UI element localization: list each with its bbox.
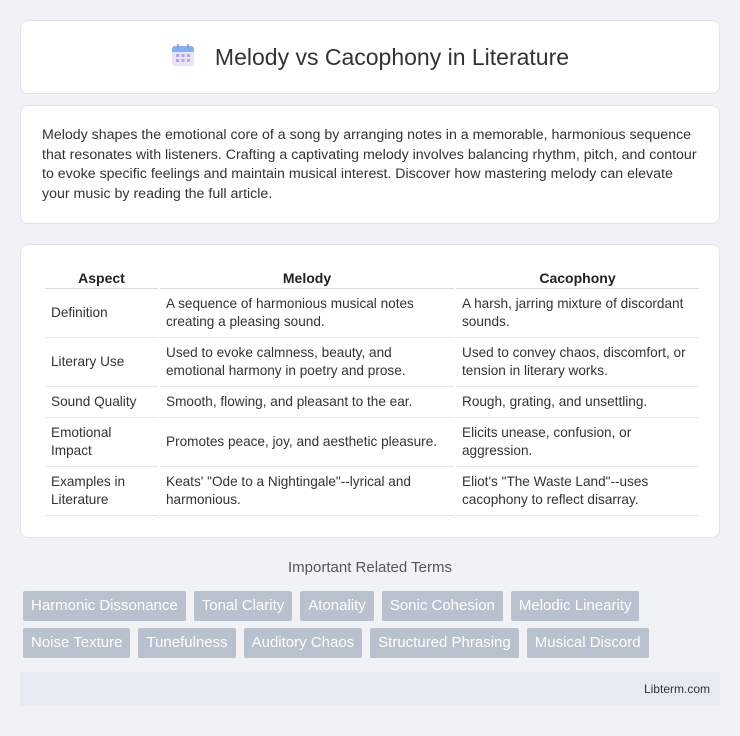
title-wrap xyxy=(171,43,569,72)
header-card xyxy=(20,20,720,94)
comparison-table xyxy=(43,267,701,516)
table-cell-melody: Keats' "Ode to a Nightingale"--lyrical and harmonious. xyxy=(160,467,454,516)
table-cell-melody: Smooth, flowing, and pleasant to the ear. xyxy=(160,387,454,418)
related-term-tag[interactable]: Sonic Cohesion xyxy=(382,591,503,621)
table-row xyxy=(45,467,699,516)
table-cell-cacophony: Eliot's "The Waste Land"--uses cacophony to reflect disarray. xyxy=(456,467,699,516)
intro-text: Melody shapes the emotional core of a song by arranging notes in a memorable, harmonious sequence that resonates with listeners. Crafting a captivating melody involves balancing rhythm, pitch, and contour to evoke specific feelings and maintain musical interest. Discover how mastering melody can elevate your music by reading the full article. xyxy=(42,127,697,202)
related-terms-heading: Important Related Terms xyxy=(288,559,452,576)
table-row xyxy=(45,289,699,338)
table-cell-aspect: Sound Quality xyxy=(45,387,158,418)
calendar-icon xyxy=(171,43,195,72)
table-cell-cacophony: Rough, grating, and unsettling. xyxy=(456,387,699,418)
table-cell-aspect: Emotional Impact xyxy=(45,418,158,467)
table-row xyxy=(45,418,699,467)
table-cell-aspect: Definition xyxy=(45,289,158,338)
footer xyxy=(20,672,720,706)
table-cell-cacophony: A harsh, jarring mixture of discordant sounds. xyxy=(456,289,699,338)
related-term-tag[interactable]: Harmonic Dissonance xyxy=(23,591,186,621)
intro-card xyxy=(20,105,720,224)
column-header-melody: Melody xyxy=(160,267,454,289)
table-cell-melody: Used to evoke calmness, beauty, and emotional harmony in poetry and prose. xyxy=(160,338,454,387)
related-term-tag[interactable]: Atonality xyxy=(300,591,374,621)
table-cell-cacophony: Used to convey chaos, discomfort, or tension in literary works. xyxy=(456,338,699,387)
table-cell-aspect: Examples in Literature xyxy=(45,467,158,516)
table-cell-aspect: Literary Use xyxy=(45,338,158,387)
related-terms-list xyxy=(23,591,723,658)
table-header-row xyxy=(45,267,699,289)
table-cell-melody: Promotes peace, joy, and aesthetic pleasure. xyxy=(160,418,454,467)
related-term-tag[interactable]: Melodic Linearity xyxy=(511,591,640,621)
table-cell-melody: A sequence of harmonious musical notes creating a pleasing sound. xyxy=(160,289,454,338)
comparison-table-card xyxy=(20,244,720,538)
footer-brand-link[interactable]: Libterm.com xyxy=(643,682,710,696)
table-row xyxy=(45,387,699,418)
table-cell-cacophony: Elicits unease, confusion, or aggression. xyxy=(456,418,699,467)
related-term-tag[interactable]: Tunefulness xyxy=(138,628,235,658)
related-term-tag[interactable]: Auditory Chaos xyxy=(244,628,363,658)
column-header-aspect: Aspect xyxy=(45,267,158,289)
related-term-tag[interactable]: Tonal Clarity xyxy=(194,591,293,621)
page-title: Melody vs Cacophony in Literature xyxy=(214,43,570,70)
column-header-cacophony: Cacophony xyxy=(456,267,699,289)
related-term-tag[interactable]: Structured Phrasing xyxy=(370,628,519,658)
related-term-tag[interactable]: Noise Texture xyxy=(23,628,130,658)
table-row xyxy=(45,338,699,387)
related-term-tag[interactable]: Musical Discord xyxy=(527,628,649,658)
